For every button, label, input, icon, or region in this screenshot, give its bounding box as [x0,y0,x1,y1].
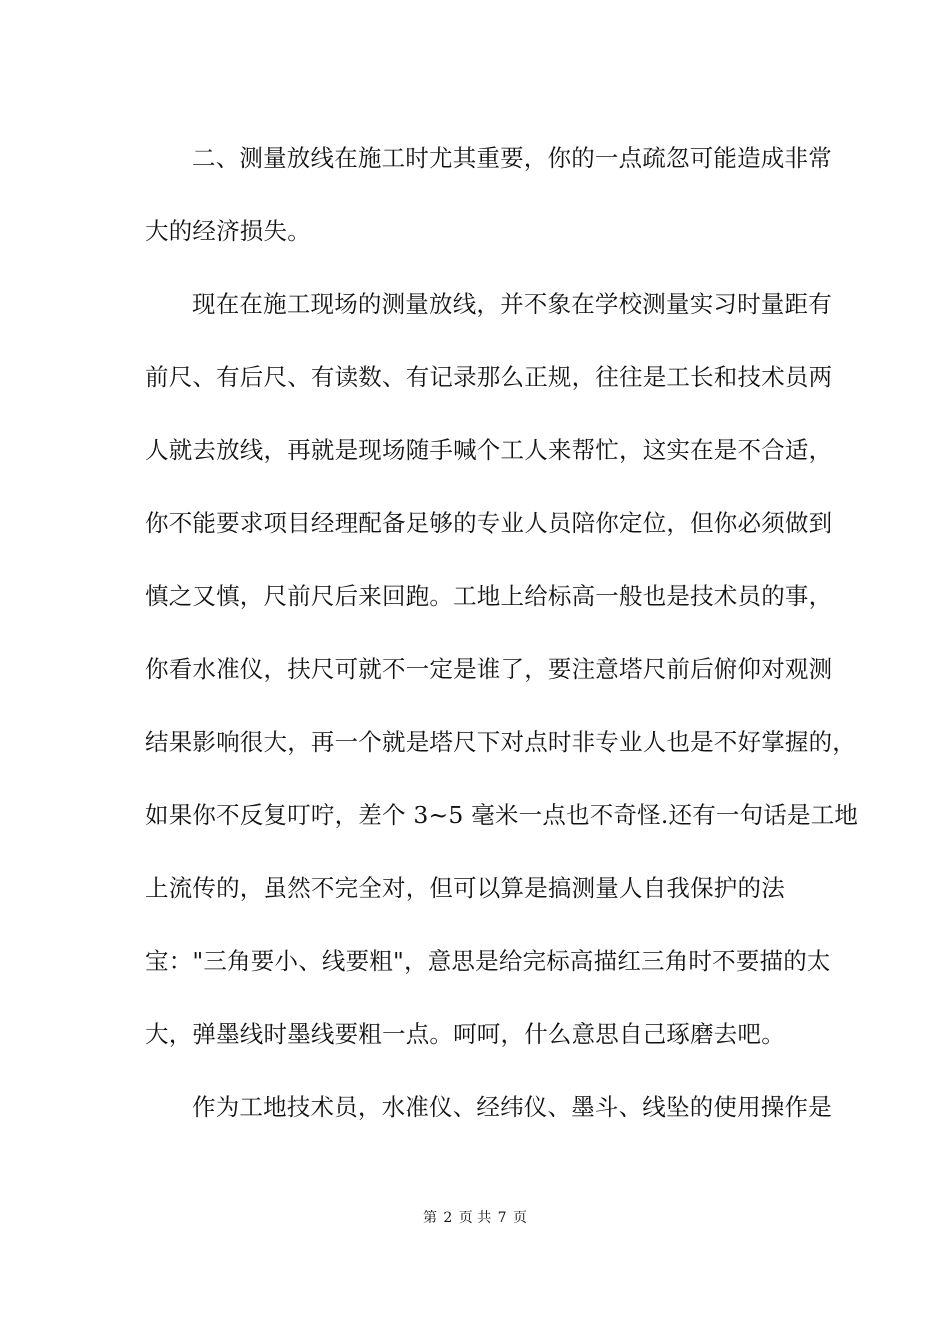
paragraph-line: 前尺、有后尺、有读数、有记录那么正规，往往是工长和技术员两 [145,363,833,391]
paragraph-line: 现在在施工现场的测量放线，并不象在学校测量实习时量距有 [192,290,832,318]
paragraph-line: 二、测量放线在施工时尤其重要，你的一点疏忽可能造成非常 [192,144,832,172]
paragraph-line: 上流传的，虽然不完全对，但可以算是搞测量人自我保护的法 [145,874,785,902]
paragraph-line: 大的经济损失。 [145,217,311,245]
paragraph-line: 宝："三角要小、线要粗"，意思是给完标高描红三角时不要描的太 [145,947,831,975]
paragraph-line: 人就去放线，再就是现场随手喊个工人来帮忙，这实在是不合适， [145,436,833,464]
paragraph-line: 结果影响很大，再一个就是塔尺下对点时非专业人也是不好掌握的， [145,728,856,756]
paragraph-line: 大，弹墨线时墨线要粗一点。呵呵，什么意思自己琢磨去吧。 [145,1020,785,1048]
paragraph-line: 如果你不反复叮咛，差个 3~5 毫米一点也不奇怪.还有一句话是工地 [145,801,859,829]
paragraph-line: 你不能要求项目经理配备足够的专业人员陪你定位，但你必须做到 [145,509,833,537]
paragraph-line: 慎之又慎，尺前尺后来回跑。工地上给标高一般也是技术员的事， [145,582,833,610]
total-pages-number: 7 [497,1210,507,1226]
page-label-suffix: 页 [513,1210,528,1226]
paragraph-line: 作为工地技术员，水准仪、经纬仪、墨斗、线坠的使用操作是 [192,1093,832,1121]
page-label-prefix: 第 [422,1210,437,1226]
paragraph-line: 你看水准仪，扶尺可就不一定是谁了，要注意塔尺前后俯仰对观测 [145,655,833,683]
current-page-number: 2 [443,1210,453,1226]
page-label-middle: 页 共 [458,1210,492,1226]
page-footer [0,1209,950,1227]
